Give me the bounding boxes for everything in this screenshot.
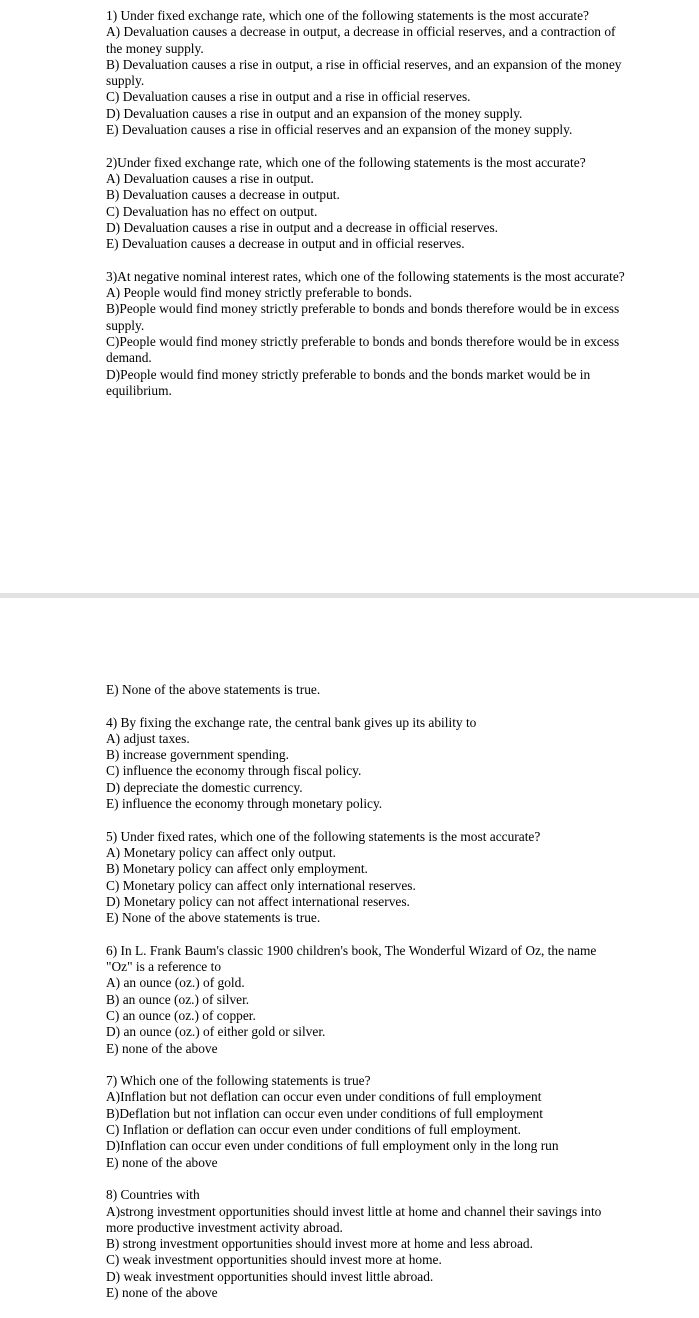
answer-option: E) influence the economy through monetary policy. — [106, 796, 383, 812]
answer-option: D)People would find money strictly preferable to bonds and the bonds market would be in equilibrium. — [106, 366, 591, 398]
answer-option: C) Devaluation has no effect on output. — [106, 203, 318, 219]
answer-option: A) an ounce (oz.) of gold. — [106, 975, 245, 991]
document-page-1 — [0, 0, 699, 593]
question-stem: 6) In L. Frank Baum's classic 1900 children's book, The Wonderful Wizard of Oz, the name "Oz" is a reference to — [106, 942, 597, 975]
answer-option: E) none of the above — [106, 1040, 218, 1056]
answer-option: A) Devaluation causes a rise in output. — [106, 170, 314, 186]
answer-option: C) weak investment opportunities should invest more at home. — [106, 1252, 442, 1268]
question-stem: 8) Countries with — [106, 1187, 200, 1203]
answer-option: D) Monetary policy can not affect international reserves. — [106, 893, 410, 909]
question-3 — [106, 269, 626, 399]
answer-option: E) none of the above — [106, 1284, 218, 1300]
answer-option: C) Inflation or deflation can occur even under conditions of full employment. — [106, 1122, 521, 1138]
answer-option: D) weak investment opportunities should invest little abroad. — [106, 1268, 434, 1284]
question-stem: 1) Under fixed exchange rate, which one of the following statements is the most accurate? — [106, 8, 590, 23]
answer-option: C) Monetary policy can affect only international reserves. — [106, 877, 416, 893]
answer-option: A)strong investment opportunities should invest little at home and channel their savings into more productive investment activity abroad. — [106, 1203, 602, 1235]
answer-option: A) Monetary policy can affect only output. — [106, 844, 336, 860]
answer-option: B) Devaluation causes a decrease in output. — [106, 187, 340, 203]
document-page-2 — [0, 598, 699, 1305]
question-stem: 7) Which one of the following statements is true? — [106, 1073, 371, 1089]
question-4 — [106, 715, 626, 813]
answer-option: B) strong investment opportunities should invest more at home and less abroad. — [106, 1236, 533, 1252]
answer-option: D) an ounce (oz.) of either gold or silver. — [106, 1024, 326, 1040]
question-5 — [106, 829, 626, 927]
answer-option: D)Inflation can occur even under conditions of full employment only in the long run — [106, 1138, 559, 1154]
answer-option: E) Devaluation causes a decrease in output and in official reserves. — [106, 236, 465, 252]
question-3-continuation — [106, 682, 626, 698]
question-1 — [106, 8, 626, 138]
question-2 — [106, 155, 626, 253]
answer-option: B) Devaluation causes a rise in output, a rise in official reserves, and an expansion of the money supply. — [106, 56, 622, 89]
answer-option: E) None of the above statements is true. — [106, 910, 321, 926]
answer-option: E) Devaluation causes a rise in official reserves and an expansion of the money supply. — [106, 122, 573, 138]
answer-option: C) Devaluation causes a rise in output and a rise in official reserves. — [106, 89, 471, 105]
question-stem: 4) By fixing the exchange rate, the central bank gives up its ability to — [106, 714, 477, 730]
answer-option: B)People would find money strictly preferable to bonds and bonds therefore would be in excess supply. — [106, 301, 620, 333]
answer-option: A) Devaluation causes a decrease in output, a decrease in official reserves, and a contraction of the money supply. — [106, 24, 616, 56]
answer-option: C)People would find money strictly preferable to bonds and bonds therefore would be in excess demand. — [106, 333, 620, 366]
answer-option: E) none of the above — [106, 1154, 218, 1170]
answer-option: D) depreciate the domestic currency. — [106, 779, 303, 795]
answer-option: D) Devaluation causes a rise in output and an expansion of the money supply. — [106, 105, 523, 121]
question-stem: 3)At negative nominal interest rates, which one of the following statements is the most accurate? — [106, 268, 625, 284]
question-stem: 2)Under fixed exchange rate, which one of the following statements is the most accurate? — [106, 154, 586, 170]
page-1-content — [106, 8, 626, 415]
question-stem: 5) Under fixed rates, which one of the following statements is the most accurate? — [106, 828, 541, 844]
answer-option: B) an ounce (oz.) of silver. — [106, 991, 250, 1007]
answer-option: C) influence the economy through fiscal policy. — [106, 763, 362, 779]
answer-option: A) adjust taxes. — [106, 730, 190, 746]
answer-option: D) Devaluation causes a rise in output and a decrease in official reserves. — [106, 219, 499, 235]
question-6 — [106, 943, 626, 1057]
answer-option: A) People would find money strictly preferable to bonds. — [106, 285, 413, 301]
answer-option: B) increase government spending. — [106, 747, 289, 763]
page-2-content — [106, 682, 626, 1318]
answer-option: C) an ounce (oz.) of copper. — [106, 1007, 256, 1023]
question-8 — [106, 1187, 626, 1301]
answer-option: B)Deflation but not inflation can occur even under conditions of full employment — [106, 1105, 543, 1121]
question-7 — [106, 1073, 626, 1171]
answer-option: A)Inflation but not deflation can occur even under conditions of full employment — [106, 1089, 542, 1105]
answer-option: B) Monetary policy can affect only employment. — [106, 861, 368, 877]
answer-option: E) None of the above statements is true. — [106, 682, 321, 697]
